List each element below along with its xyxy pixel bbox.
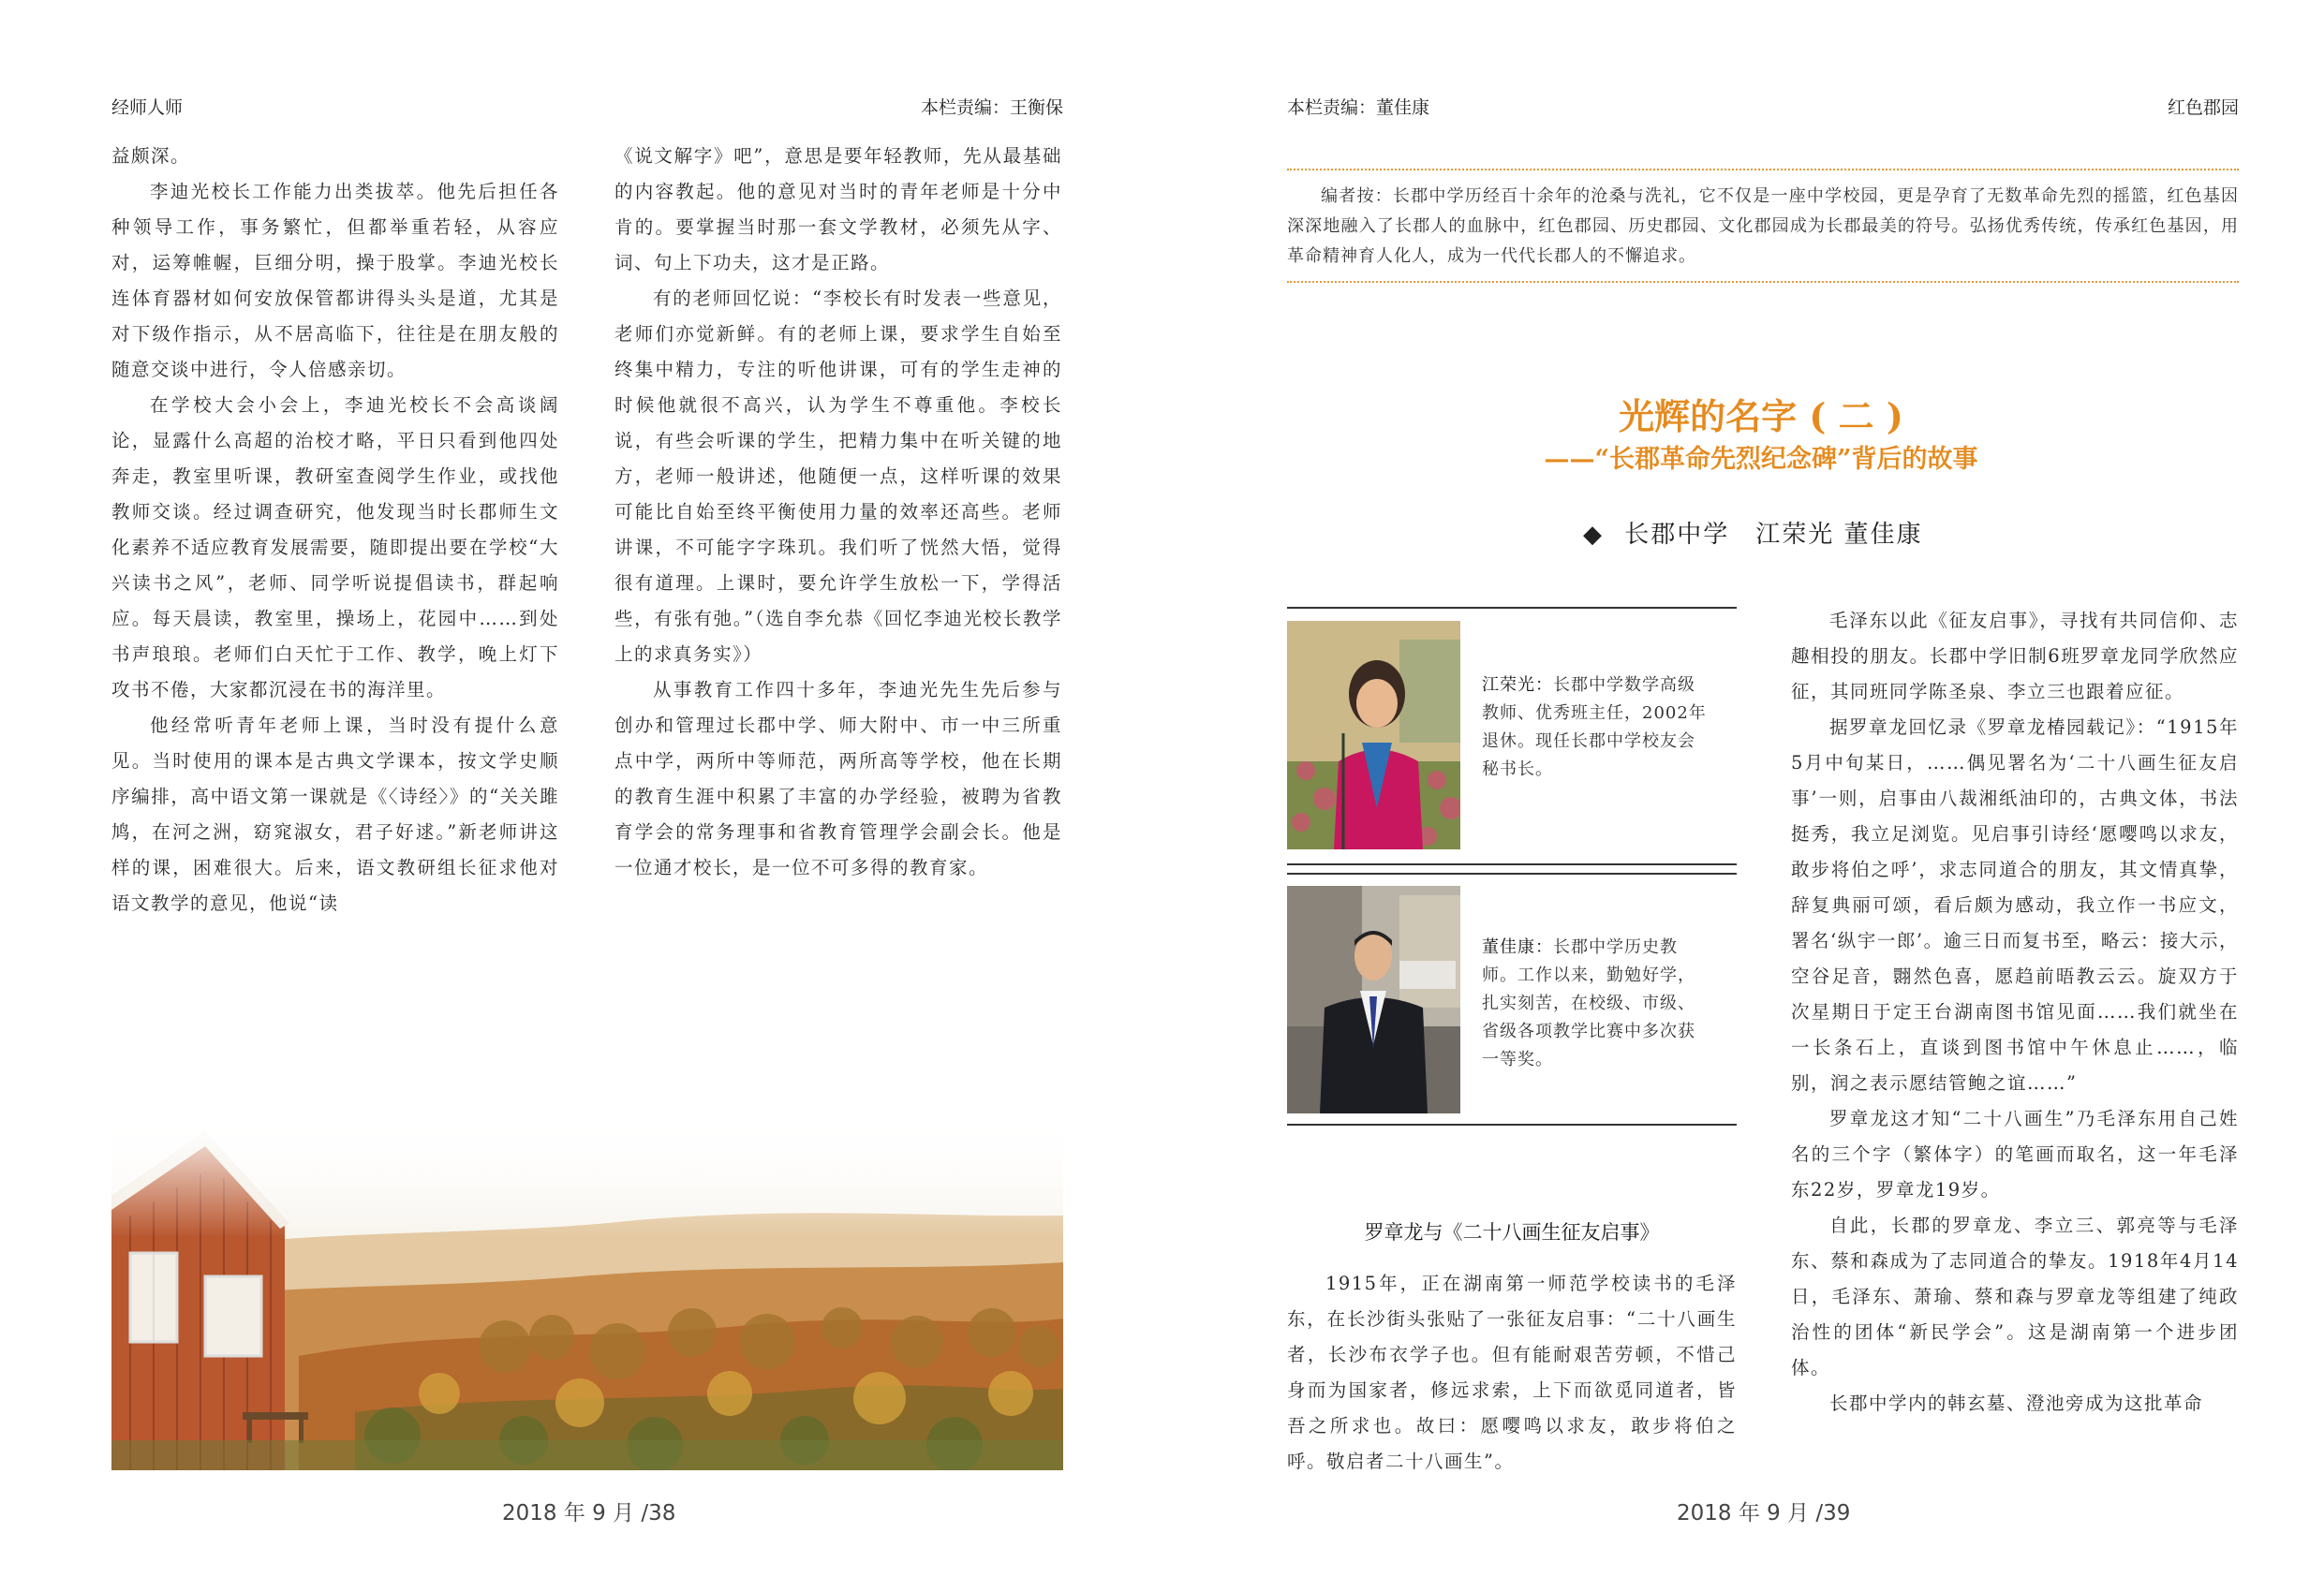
paragraph: 自此，长郡的罗章龙、李立三、郭亮等与毛泽东、蔡和森成为了志同道合的挚友。1918年4月14日，毛泽东、萧瑜、蔡和森与罗章龙等组建了纯政治性的团体“新民学会”。这是湖南第一个进步团体。 bbox=[1791, 1215, 2239, 1378]
article-title: 光辉的名字 ( 二 ) bbox=[1619, 395, 1903, 437]
left-page-column-2 bbox=[614, 139, 1062, 886]
bio-rule-4 bbox=[1287, 1124, 1737, 1126]
column-name-right: 红色郡园 bbox=[2167, 97, 2239, 118]
editor-note: 编者按：长郡中学历经百十余年的沧桑与洗礼，它不仅是一座中学校园，更是孕育了无数革命先烈的摇篮，红色基因深深地融入了长郡人的血脉中，红色郡园、历史郡园、文化郡园成为长郡最美的符号。弘扬优秀传统，传承红色基因，用革命精神育人化人，成为一代代长郡人的不懈追求。 bbox=[1287, 186, 2239, 266]
paragraph: 罗章龙这才知“二十八画生”乃毛泽东用自己姓名的三个字（繁体字）的笔画而取名，这一年毛泽东22岁，罗章龙19岁。 bbox=[1791, 1108, 2239, 1201]
paragraph: 益颇深。 bbox=[111, 145, 191, 167]
bio-text: 长郡中学数学高级教师、优秀班主任，2002年退休。现任长郡中学校友会秘书长。 bbox=[1482, 675, 1707, 779]
right-page-right-column bbox=[1791, 603, 2239, 1422]
paragraph: 长郡中学内的韩玄墓、澄池旁成为这批革命 bbox=[1828, 1393, 2203, 1414]
paragraph: 毛泽东以此《征友启事》，寻找有共同信仰、志趣相投的朋友。长郡中学旧制6班罗章龙同学欣然应征，其同班同学陈圣泉、李立三也跟着应征。 bbox=[1791, 610, 2239, 702]
left-page-column-1 bbox=[111, 139, 559, 921]
autumn-landscape-photo bbox=[111, 1113, 1063, 1470]
bio-rule-1 bbox=[1287, 607, 1737, 609]
paragraph: 李迪光校长工作能力出类拔萃。他先后担任各种领导工作，事务繁忙，但都举重若轻，从容应对，运筹帷幄，巨细分明，操于股掌。李迪光校长连体育器材如何安放保管都讲得头头是道，尤其是对下级作指示，从不居高临下，往往是在朋友般的随意交谈中进行，令人倍感亲切。 bbox=[111, 181, 559, 380]
bio-rule-2 bbox=[1287, 863, 1737, 865]
paragraph: 他经常听青年老师上课，当时没有提什么意见。当时使用的课本是古典文学课本，按文学史顺序编排，高中语文第一课就是《〈诗经〉》的“关关雎鸠，在河之洲，窈窕淑女，君子好逑。”新老师讲这样的课，困难很大。后来，语文教研组长征求他对语文教学的意见，他说“读 bbox=[111, 715, 559, 914]
author-photo-dong bbox=[1287, 886, 1460, 1113]
paragraph: 有的老师回忆说：“李校长有时发表一些意见，老师们亦觉新鲜。有的老师上课，要求学生自始至终集中精力，专注的听他讲课，可有的学生走神的时候他就很不高兴，认为学生不尊重他。李校长说，有些会听课的学生，把精力集中在听关键的地方，老师一般讲述，他随便一点，这样听课的效果可能比自始至终平衡使用力量的效率还高些。老师讲课，不可能字字珠玑。我们听了恍然大悟，觉得很有道理。上课时，要允许学生放松一下，学得活些，有张有弛。”（选自李允恭《回忆李迪光校长教学上的求真务实》） bbox=[614, 287, 1062, 665]
byline-authors: 长郡中学 江荣光 董佳康 bbox=[1624, 521, 1923, 549]
bio-name: 董佳康： bbox=[1482, 937, 1553, 957]
page-number-left: 2018 年 9 月 /38 bbox=[502, 1501, 676, 1525]
column-editor: 本栏责编：王衡保 bbox=[920, 97, 1063, 118]
dotted-rule-bottom bbox=[1287, 281, 2239, 283]
paragraph: 《说文解字》吧”，意思是要年轻教师，先从最基础的内容教起。他的意见对当时的青年老师是十分中肯的。要掌握当时那一套文学教材，必须先从字、词、句上下功夫，这才是正路。 bbox=[614, 145, 1062, 273]
diamond-bullet-icon: ◆ bbox=[1583, 521, 1604, 549]
byline bbox=[1583, 515, 1923, 550]
bio-rule-3 bbox=[1287, 873, 1737, 875]
article-subtitle: ——“长郡革命先烈纪念碑”背后的故事 bbox=[1544, 445, 1978, 474]
paragraph: 从事教育工作四十多年，李迪光先生先后参与创办和管理过长郡中学、师大附中、市一中三所重点中学，两所中等师范，两所高等学校，他在长期的教育生涯中积累了丰富的办学经验，被聘为省教育学会的常务理事和省教育管理学会副会长。他是一位通才校长，是一位不可多得的教育家。 bbox=[614, 679, 1062, 878]
page-number-right: 2018 年 9 月 /39 bbox=[1677, 1501, 1851, 1525]
author-photo-jiang bbox=[1287, 621, 1460, 849]
author-bio-jiang bbox=[1482, 671, 1707, 784]
paragraph: 在学校大会小会上，李迪光校长不会高谈阔论，显露什么高超的治校才略，平日只看到他四处奔走，教室里听课，教研室查阅学生作业，或找他教师交谈。经过调查研究，他发现当时长郡师生文化素养不适应教育发展需要，随即提出要在学校“大兴读书之风”，老师、同学听说提倡读书，群起响应。每天晨读，教室里，操场上，花园中……到处书声琅琅。老师们白天忙于工作、教学，晚上灯下攻书不倦，大家都沉浸在书的海洋里。 bbox=[111, 394, 559, 700]
author-bio-dong bbox=[1482, 934, 1707, 1074]
paragraph: 1915年，正在湖南第一师范学校读书的毛泽东，在长沙街头张贴了一张征友启事：“二十八画生者，长沙布衣学子也。但有能耐艰苦劳顿，不惜己身而为国家者，修远求索，上下而欲觅同道者，皆吾之所求也。故曰：愿嘤鸣以求友，敢步将伯之呼。敬启者二十八画生”。 bbox=[1287, 1273, 1737, 1472]
dotted-rule-top bbox=[1287, 169, 2239, 170]
right-page-left-column bbox=[1287, 1266, 1737, 1480]
bio-text: 长郡中学历史教师。工作以来，勤勉好学，扎实刻苦，在校级、市级、省级各项教学比赛中多次获一等奖。 bbox=[1482, 937, 1695, 1069]
bio-name: 江荣光： bbox=[1482, 675, 1553, 695]
paragraph: 据罗章龙回忆录《罗章龙椿园载记》：“1915年5月中旬某日，……偶见署名为‘二十八画生征友启事’一则，启事由八裁湘纸油印的，古典文体，书法挺秀，我立足浏览。见启事引诗经‘愿嘤鸣以求友，敢步将伯之呼’，求志同道合的朋友，其文情真挚，辞复典丽可颂，看后颇为感动，我立作一书应文，署名‘纵宇一郎’。逾三日而复书至，略云：接大示，空谷足音，翾然色喜，愿趋前晤教云云。旋双方于次星期日于定王台湖南图书馆见面……我们就坐在一长条石上，直谈到图书馆中午休息止……，临别，润之表示愿结管鲍之谊……” bbox=[1791, 716, 2239, 1094]
section-heading: 罗章龙与《二十八画生征友启事》 bbox=[1364, 1221, 1660, 1244]
column-name: 经师人师 bbox=[111, 97, 184, 118]
column-editor-right: 本栏责编：董佳康 bbox=[1287, 97, 1430, 118]
